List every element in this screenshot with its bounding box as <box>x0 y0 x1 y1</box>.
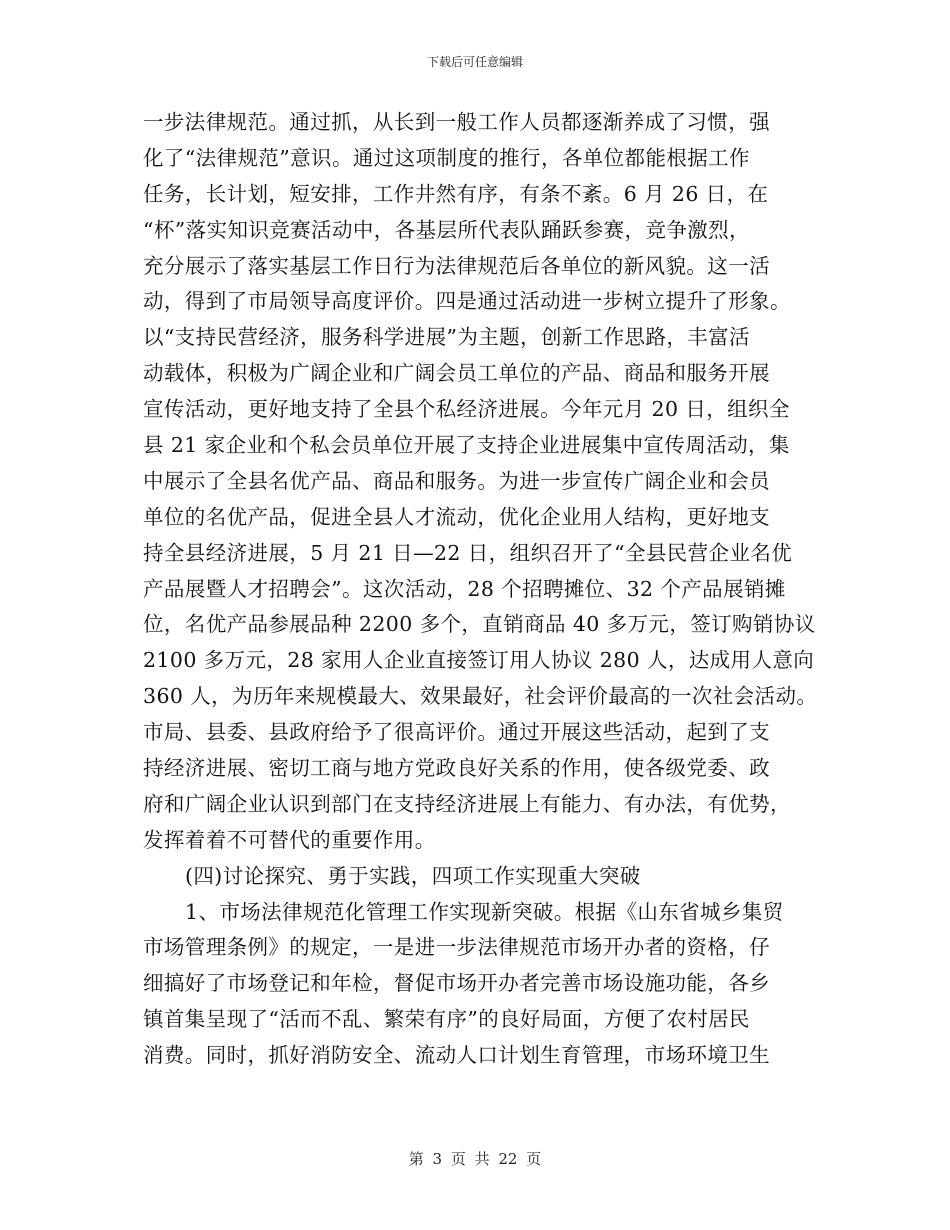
text-line: 360 人，为历年来规模最大、效果最好，社会评价最高的一次社会活动。 <box>143 684 818 709</box>
text-line: 一步法律规范。通过抓，从长到一般工作人员都逐渐养成了习惯，强 <box>143 110 770 134</box>
text-line: (四)讨论探究、勇于实践，四项工作实现重大突破 <box>185 863 641 888</box>
text-line: 宣传活动，更好地支持了全县个私经济进展。今年元月 20 日，组织全 <box>143 397 790 422</box>
text-line: 细搞好了市场登记和年检，督促市场开办者完善市场设施功能，各乡 <box>143 971 770 996</box>
text-line: 府和广阔企业认识到部门在支持经济进展上有能力、有办法，有优势， <box>143 791 791 816</box>
text-line: 消费。同时，抓好消防安全、流动人口计划生育管理，市场环境卫生 <box>143 1043 770 1068</box>
text-line: 市场管理条例》的规定，一是进一步法律规范市场开办者的资格，仔 <box>143 935 770 960</box>
text-line: 单位的名优产品，促进全县人才流动，优化企业用人结构，更好地支 <box>143 504 770 529</box>
text-line: 2100 多万元，28 家用人企业直接签订用人协议 280 人，达成用人意向 <box>143 648 815 673</box>
text-line: 市局、县委、县政府给予了很高评价。通过开展这些活动，起到了支 <box>143 720 770 745</box>
text-line: 发挥着着不可替代的重要作用。 <box>143 827 436 852</box>
text-line: 化了“法律规范”意识。通过这项制度的推行，各单位都能根据工作 <box>143 145 750 170</box>
text-line: 县 21 家企业和个私会员单位开展了支持企业进展集中宣传周活动，集 <box>143 433 790 458</box>
text-line: 1、市场法律规范化管理工作实现新突破。根据《山东省城乡集贸 <box>185 899 784 924</box>
text-line: 持全县经济进展，5 月 21 日—22 日，组织召开了“全县民营企业名优 <box>143 540 793 565</box>
text-line: “杯”落实知识竞赛活动中，各基层所代表队踊跃参赛，竞争激烈， <box>143 217 750 242</box>
text-line: 以“支持民营经济，服务科学进展”为主题，创新工作思路，丰富活 <box>143 325 750 350</box>
text-line: 持经济进展、密切工商与地方党政良好关系的作用，使各级党委、政 <box>143 756 770 781</box>
page-header: 下载后可任意编辑 <box>426 55 523 69</box>
text-line: 动，得到了市局领导高度评价。四是通过活动进一步树立提升了形象。 <box>143 289 791 314</box>
text-line: 位，名优产品参展品种 2200 多个，直销商品 40 多万元，签订购销协议 <box>143 612 816 637</box>
document-body <box>143 105 823 1074</box>
text-line: 充分展示了落实基层工作日行为法律规范后各单位的新风貌。这一活 <box>143 253 770 278</box>
text-line: 任务，长计划，短安排，工作井然有序，有条不紊。6 月 26 日，在 <box>143 181 769 206</box>
text-line: 中展示了全县名优产品、商品和服务。为进一步宣传广阔企业和会员 <box>143 468 770 493</box>
page-footer: 第 3 页 共 22 页 <box>408 1150 542 1168</box>
text-line: 动载体，积极为广阔企业和广阔会员工单位的产品、商品和服务开展 <box>143 361 770 386</box>
text-line: 产品展暨人才招聘会”。这次活动，28 个招聘摊位、32 个产品展销摊 <box>143 576 786 601</box>
text-line: 镇首集呈现了“活而不乱、繁荣有序”的良好局面，方便了农村居民 <box>143 1007 750 1032</box>
